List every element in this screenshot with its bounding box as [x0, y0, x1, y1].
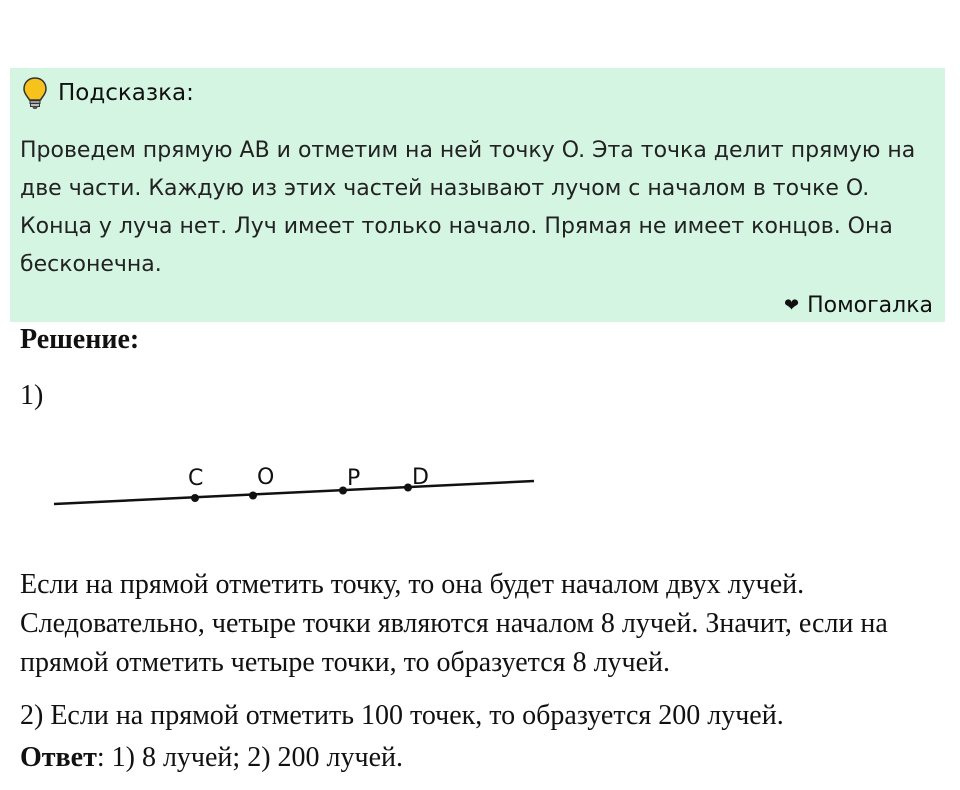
brand-link[interactable]: [784, 293, 933, 318]
solution-paragraph-1: Если на прямой отметить точку, то она будет началом двух лучей. Следовательно, четыре точки являются началом 8 лучей. Значит, если на прямой отметить четыре точки, то образуется 8 лучей.: [20, 569, 888, 678]
solution-title: Решение:: [20, 324, 140, 355]
straight-line: [54, 481, 534, 504]
heart-icon: ❤: [783, 294, 800, 316]
hint-header: [22, 76, 194, 110]
point-o: [249, 492, 257, 500]
line-diagram: [40, 450, 560, 530]
point-label-d: D: [412, 465, 429, 490]
answer-label: Ответ: [20, 742, 97, 773]
hint-title: Подсказка:: [58, 80, 194, 106]
brand-label: Помогалка: [807, 293, 933, 318]
point-c: [191, 494, 199, 502]
point-p: [339, 487, 347, 495]
point-label-o: O: [257, 465, 275, 490]
point-label-c: C: [188, 466, 204, 491]
answer-line: [20, 742, 403, 774]
lightbulb-icon: [22, 76, 48, 110]
point-label-p: P: [347, 466, 361, 491]
solution-paragraph-2: 2) Если на прямой отметить 100 точек, то образуется 200 лучей.: [20, 700, 784, 731]
part-1-label: 1): [20, 380, 44, 411]
hint-box: [10, 68, 945, 322]
hint-text: Проведем прямую AB и отметим на ней точку O. Эта точка делит прямую на две части. Каждую из этих частей называют лучом с началом в точке O. Конца у луча нет. Луч имеет только начало. Прямая не имеет концов. Она бесконечна.: [20, 138, 916, 277]
answer-text: : 1) 8 лучей; 2) 200 лучей.: [96, 742, 403, 773]
point-d: [404, 484, 412, 492]
